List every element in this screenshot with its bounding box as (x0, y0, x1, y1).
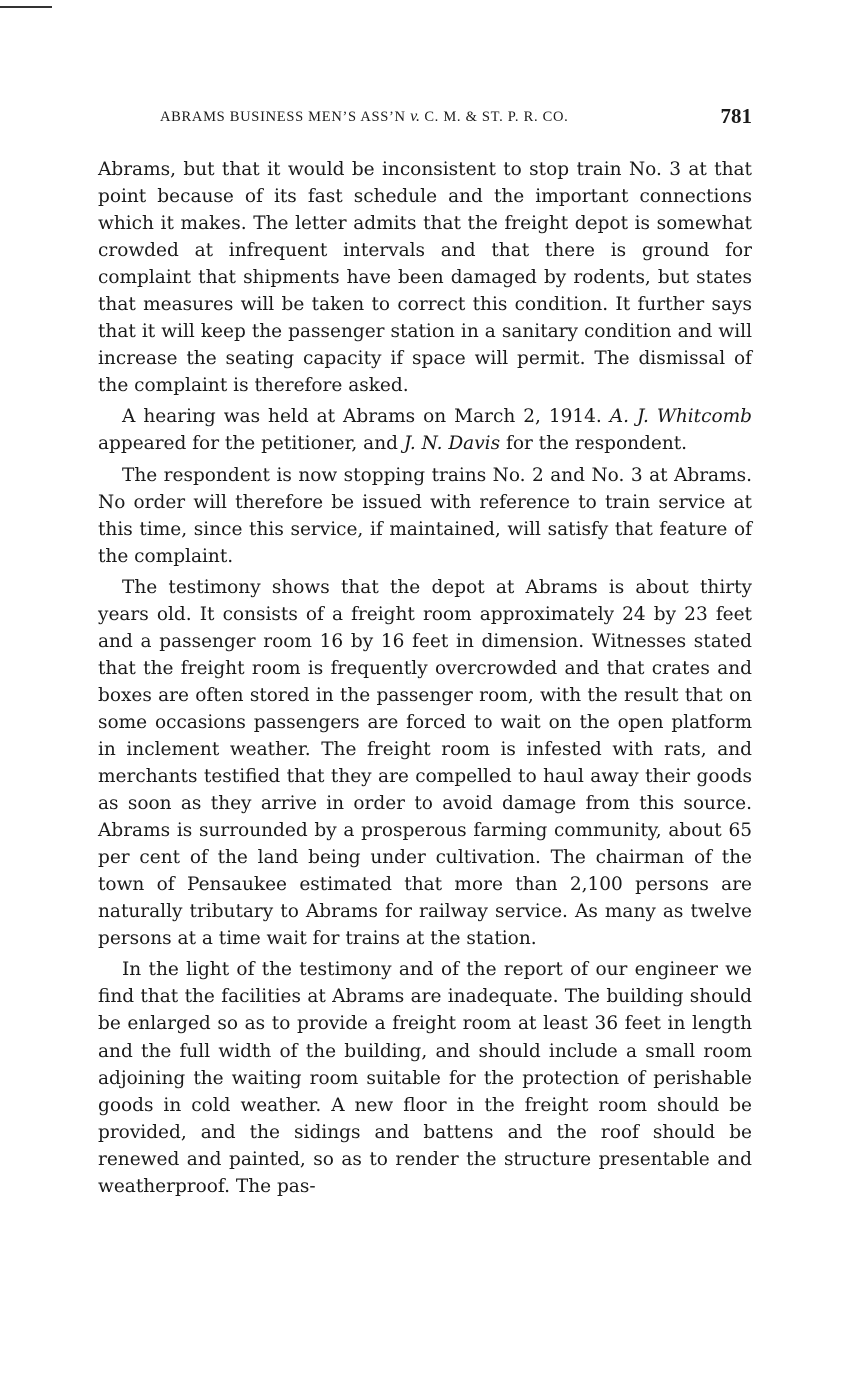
respondent-counsel-name: J. N. Davis (403, 433, 501, 455)
scan-edge-line (0, 6, 52, 8)
running-head-right: C. M. & ST. P. R. CO. (424, 109, 569, 125)
paragraph-3: The respondent is now stopping trains No. 2 and No. 3 at Abrams. No order will therefore be issued with reference to train service at this time, since this service, if maintained, will satisfy that feature of the complaint. (98, 464, 752, 567)
running-head-left: ABRAMS BUSINESS MEN’S ASS’N (160, 109, 406, 125)
petitioner-counsel-name: A. J. Whitcomb (609, 406, 753, 428)
paragraph-1: Abrams, but that it would be inconsistent to stop train No. 3 at that point because of its fast schedule and the important connections which it makes. The letter admits that the freight depot is somewhat crowded at infrequent intervals and that there is ground for complaint that shipments have been damaged by rodents, but states that measures will be taken to correct this condition. It further says that it will keep the passenger station in a sanitary condition and will increase the seating capacity if space will permit. The dismissal of the complaint is therefore asked. (98, 159, 752, 397)
page-header (160, 104, 752, 130)
page-number: 781 (720, 104, 752, 128)
paragraph-2-text-a: A hearing was held at Abrams on March 2, 1914. (122, 406, 602, 428)
paragraph-5: In the light of the testimony and of the report of our engineer we find that the facilities at Abrams are inadequate. The building should be enlarged so as to provide a freight room at least 36 feet in length and the full width of the building, and should include a small room adjoining the waiting room suitable for the protection of perishable goods in cold weather. A new floor in the freight room should be provided, and the sidings and battens and the roof should be renewed and painted, so as to render the structure presentable and weatherproof. The pas- (98, 959, 752, 1197)
paragraph-2-text-b: appeared for the petitioner, and (98, 433, 398, 455)
paragraph-2-text-c: for the respondent. (505, 433, 688, 455)
paragraph-4: The testimony shows that the depot at Abrams is about thirty years old. It consists of a freight room approximately 24 by 23 feet and a passenger room 16 by 16 feet in dimension. Witnesses stated that the freight room is frequently overcrowded and that crates and boxes are often stored in the passenger room, with the result that on some occasions passengers are forced to wait on the open platform in inclement weather. The freight room is infested with rats, and merchants testified that they are compelled to haul away their goods as soon as they arrive in order to avoid damage from this source. Abrams is surrounded by a prosperous farming community, about 65 per cent of the land being under cultivation. The chairman of the town of Pensaukee estimated that more than 2,100 persons are naturally tributary to Abrams for railway service. As many as twelve persons at a time wait for trains at the station. (98, 576, 752, 950)
running-head-versus: v. (410, 108, 420, 125)
body-text (98, 156, 752, 1200)
running-head (160, 108, 568, 126)
paragraph-2 (98, 403, 752, 457)
